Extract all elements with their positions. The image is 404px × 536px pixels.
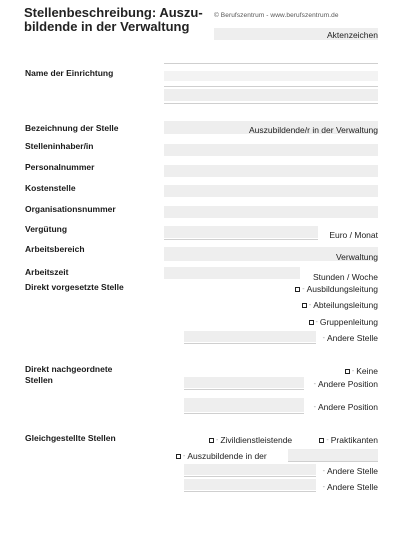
nachgeordnete-label-line-2: Stellen (25, 375, 53, 385)
einrichtung-line-2[interactable] (164, 86, 378, 87)
gleichgestellte-other-field-2[interactable] (184, 479, 316, 490)
auszubildende-in-der-field[interactable] (288, 449, 378, 461)
personalnummer-field[interactable] (164, 165, 378, 177)
nachgeordnete-other-label-2 (314, 402, 378, 412)
other-label: Andere Stelle (326, 333, 378, 343)
gleichgestellte-option-zivildienst[interactable] (209, 435, 292, 445)
option-label: Zivildienstleistende (220, 435, 293, 445)
other-label: Andere Position (317, 379, 378, 389)
einrichtung-field-1[interactable] (164, 71, 378, 81)
page-title (24, 6, 224, 34)
verguetung-line (164, 239, 318, 240)
arbeitsbereich-value: Verwaltung (335, 252, 378, 262)
stelleninhaber-field[interactable] (164, 144, 378, 156)
gleichgestellte-option-praktikanten[interactable] (319, 435, 378, 445)
dash-icon: - (326, 436, 329, 444)
dash-icon: - (313, 403, 316, 411)
stelleninhaber-label: Stelleninhaber/in (25, 141, 94, 151)
checkbox-icon[interactable] (319, 438, 324, 443)
nachgeordnete-other-field-1[interactable] (184, 377, 304, 388)
dash-icon: - (308, 301, 312, 309)
nachgeordnete-label (25, 364, 112, 386)
dash-icon: - (216, 436, 219, 444)
title-line-2: bildende in der Verwaltung (24, 19, 190, 34)
vorgesetzte-option-ausbildungsleitung[interactable] (295, 284, 378, 294)
nachgeordnete-label-line-1: Direkt nachgeordnete (25, 364, 113, 374)
option-label: Abteilungsleitung (313, 300, 378, 310)
einrichtung-field-2[interactable] (164, 89, 378, 101)
dash-icon: - (322, 483, 325, 491)
dash-icon: - (322, 467, 325, 475)
verguetung-unit: Euro / Monat (329, 230, 378, 240)
option-label: Gruppenleitung (319, 317, 378, 327)
einrichtung-line-1[interactable] (164, 63, 378, 64)
arbeitsbereich-label: Arbeitsbereich (25, 244, 85, 254)
vorgesetzte-other-line (184, 343, 316, 344)
checkbox-icon[interactable] (209, 438, 214, 443)
auszubildende-in-der-line (288, 461, 378, 462)
gleichgestellte-other-label-2 (323, 482, 378, 492)
dash-icon: - (183, 452, 186, 460)
title-line-1: Stellenbeschreibung: Auszu- (24, 5, 203, 20)
option-label: Keine (356, 366, 378, 376)
checkbox-icon[interactable] (295, 287, 300, 292)
checkbox-icon[interactable] (309, 320, 314, 325)
verguetung-field[interactable] (164, 226, 318, 238)
kostenstelle-field[interactable] (164, 185, 378, 197)
other-label: Andere Stelle (326, 482, 378, 492)
organisationsnummer-label: Organisationsnummer (25, 204, 116, 214)
vorgesetzte-option-gruppenleitung[interactable] (309, 317, 378, 327)
option-label: Praktikanten (330, 435, 378, 445)
bezeichnung-value: Auszubildende/r in der Verwaltung (249, 125, 378, 135)
aktenzeichen-label: Aktenzeichen (326, 30, 378, 40)
option-label: Auszubildende in der (187, 451, 267, 461)
arbeitszeit-field[interactable] (164, 267, 300, 279)
vorgesetzte-label: Direkt vorgesetzte Stelle (25, 282, 124, 292)
dash-icon: - (313, 380, 316, 388)
organisationsnummer-field[interactable] (164, 206, 378, 218)
verguetung-label: Vergütung (25, 224, 68, 234)
gleichgestellte-other-line-2 (184, 491, 316, 492)
gleichgestellte-option-auszubildende[interactable] (176, 451, 267, 461)
dash-icon: - (351, 367, 355, 375)
kostenstelle-label: Kostenstelle (25, 183, 76, 193)
checkbox-icon[interactable] (176, 454, 181, 459)
nachgeordnete-other-label-1 (314, 379, 378, 389)
bezeichnung-label: Bezeichnung der Stelle (25, 123, 119, 133)
vorgesetzte-other-label (323, 333, 378, 343)
dash-icon: - (322, 334, 325, 342)
copyright-notice: © Berufszentrum - www.berufszentrum.de (214, 12, 339, 19)
option-label: Ausbildungsleitung (306, 284, 378, 294)
vorgesetzte-option-abteilungsleitung[interactable] (302, 300, 378, 310)
other-label: Andere Position (317, 402, 378, 412)
nachgeordnete-other-field-2[interactable] (184, 398, 304, 412)
gleichgestellte-other-label-1 (323, 466, 378, 476)
gleichgestellte-other-field-1[interactable] (184, 464, 316, 475)
personalnummer-label: Personalnummer (25, 162, 95, 172)
einrichtung-line-3[interactable] (164, 103, 378, 104)
nachgeordnete-option-keine[interactable] (345, 366, 378, 376)
nachgeordnete-other-line-1 (184, 389, 304, 390)
dash-icon: - (302, 285, 305, 293)
checkbox-icon[interactable] (302, 303, 307, 308)
checkbox-icon[interactable] (345, 369, 350, 374)
einrichtung-label: Name der Einrichtung (25, 68, 114, 78)
nachgeordnete-other-line-2 (184, 413, 304, 414)
gleichgestellte-other-line-1 (184, 476, 316, 477)
vorgesetzte-other-field[interactable] (184, 331, 316, 342)
dash-icon: - (315, 318, 318, 326)
other-label: Andere Stelle (326, 466, 378, 476)
gleichgestellte-label: Gleichgestellte Stellen (25, 433, 116, 443)
arbeitszeit-unit: Stunden / Woche (312, 272, 378, 282)
arbeitszeit-label: Arbeitszeit (25, 267, 69, 277)
